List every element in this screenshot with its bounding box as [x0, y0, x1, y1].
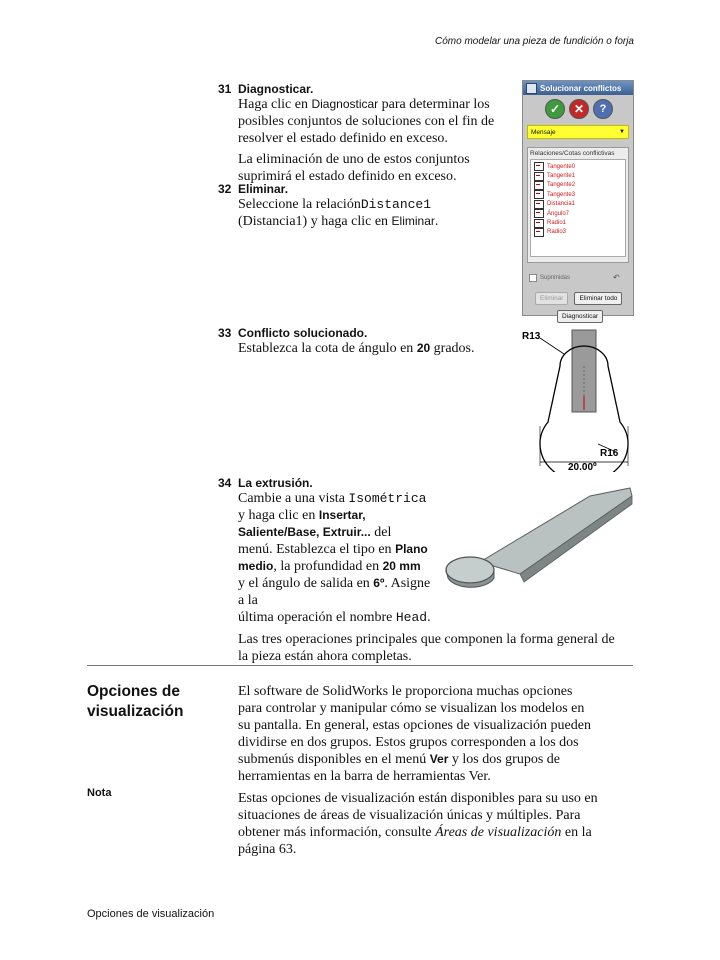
undo-icon[interactable]: ↶	[613, 273, 620, 282]
angle-label: 20.00º	[568, 462, 597, 472]
step-34-number: 34	[218, 476, 232, 490]
relation-item[interactable]: Distancia1	[534, 200, 622, 209]
relation-item[interactable]: Ángulo7	[534, 209, 622, 218]
step-31-title: Diagnosticar.	[238, 82, 314, 96]
step-33-text: Establezca la cota de ángulo en 20 grados.	[238, 341, 475, 356]
relation-item[interactable]: Tangente3	[534, 190, 622, 199]
section-title: Opciones de visualización	[87, 683, 184, 720]
ui-term: Diagnosticar	[311, 97, 379, 111]
angle-icon	[534, 209, 544, 218]
radius-icon	[534, 228, 544, 237]
step-34-title: La extrusión.	[238, 476, 313, 490]
step-33-title: Conflicto solucionado.	[238, 326, 368, 340]
ui-term: Eliminar	[391, 214, 435, 228]
handle-top-face	[480, 488, 632, 574]
suppressed-label: Suprimidas	[540, 274, 571, 281]
step-32-title: Eliminar.	[238, 182, 289, 196]
conflicting-relations-group	[527, 147, 629, 263]
dimension-icon	[534, 200, 544, 209]
relation-icon	[534, 190, 544, 199]
part-3d-image	[440, 478, 640, 598]
message-section[interactable]	[527, 125, 629, 139]
fix-conflicts-panel	[522, 80, 634, 320]
r16-label: R16	[600, 448, 619, 459]
chevron-down-icon: ▼	[619, 129, 625, 135]
step-32-number: 32	[218, 182, 232, 196]
cancel-x-icon[interactable]: ✕	[569, 99, 589, 119]
relations-title: Relaciones/Cotas conflictivas	[530, 150, 615, 157]
relation-item[interactable]: Tangente2	[534, 181, 622, 190]
relation-icon	[534, 172, 544, 181]
section-paragraph-1: El software de SolidWorks le proporciona muchas opciones para controlar y manipular cómo se visualizan los modelos en su pantalla. En general, estas opciones de visualización pueden dividirse en dos grupos. Estos grupos corresponden a los dos submenús disponibles en el menú Ver y los dos grupos de herramientas en la barra de herramientas Ver.	[238, 684, 591, 784]
ok-check-icon[interactable]: ✓	[545, 99, 565, 119]
note-label: Nota	[87, 787, 112, 799]
panel-title: Solucionar conflictos	[540, 83, 622, 93]
help-icon[interactable]: ?	[593, 99, 613, 119]
diagnose-button[interactable]: Diagnosticar	[557, 310, 603, 323]
running-header: Cómo modelar una pieza de fundición o forja	[434, 36, 634, 47]
section-divider	[87, 665, 633, 666]
suppressed-checkbox[interactable]	[529, 274, 537, 282]
running-footer: Opciones de visualización	[87, 908, 215, 920]
step-32-text: Seleccione la relaciónDistance1 (Distancia1) y haga clic en Eliminar.	[238, 197, 439, 229]
delete-button[interactable]: Eliminar	[535, 292, 568, 305]
section-paragraph-2: Estas opciones de visualización están disponibles para su uso en situaciones de áreas de visualización únicas y múltiples. Para obtener más información, consulte Áreas de visualización en la página 63.	[238, 791, 598, 857]
relations-list[interactable]	[530, 159, 626, 257]
step-31-number: 31	[218, 82, 232, 96]
relation-icon	[534, 181, 544, 190]
relation-item[interactable]: Radio1	[534, 218, 622, 227]
radius-icon	[534, 219, 544, 228]
panel-title-bar	[523, 81, 633, 95]
panel-icon	[526, 83, 537, 94]
message-label: Mensaje	[531, 128, 556, 136]
code-term: Distance1	[360, 197, 432, 212]
step-34-text: Cambie a una vista Isométrica y haga clic en Insertar, Saliente/Base, Extruir... del menú. Establezca el tipo en Plano medio, la profundidad en 20 mm y el ángulo de salida en 6º. Asigne a la última operación el nombre Head.	[238, 491, 431, 625]
step-33-number: 33	[218, 326, 232, 340]
cross-reference-link: Áreas de visualización	[435, 825, 562, 840]
r13-label: R13	[522, 331, 541, 342]
delete-all-button[interactable]: Eliminar todo	[574, 292, 622, 305]
sketch-drawing	[520, 326, 640, 472]
step-31-text: Haga clic en Diagnosticar para determinar los posibles conjuntos de soluciones con el fin de resolver el estado definido en exceso. La eliminación de uno de estos conjuntos suprimirá el estado definido en exceso.	[238, 97, 495, 184]
relation-icon	[534, 162, 544, 171]
relation-item[interactable]: Tangente1	[534, 171, 622, 180]
relation-item[interactable]: Radio3	[534, 228, 622, 237]
step-34-summary: Las tres operaciones principales que componen la forma general de la pieza están ahora completas.	[238, 632, 615, 664]
r13-leader	[540, 338, 564, 354]
relation-item[interactable]: Tangente0	[534, 162, 622, 171]
